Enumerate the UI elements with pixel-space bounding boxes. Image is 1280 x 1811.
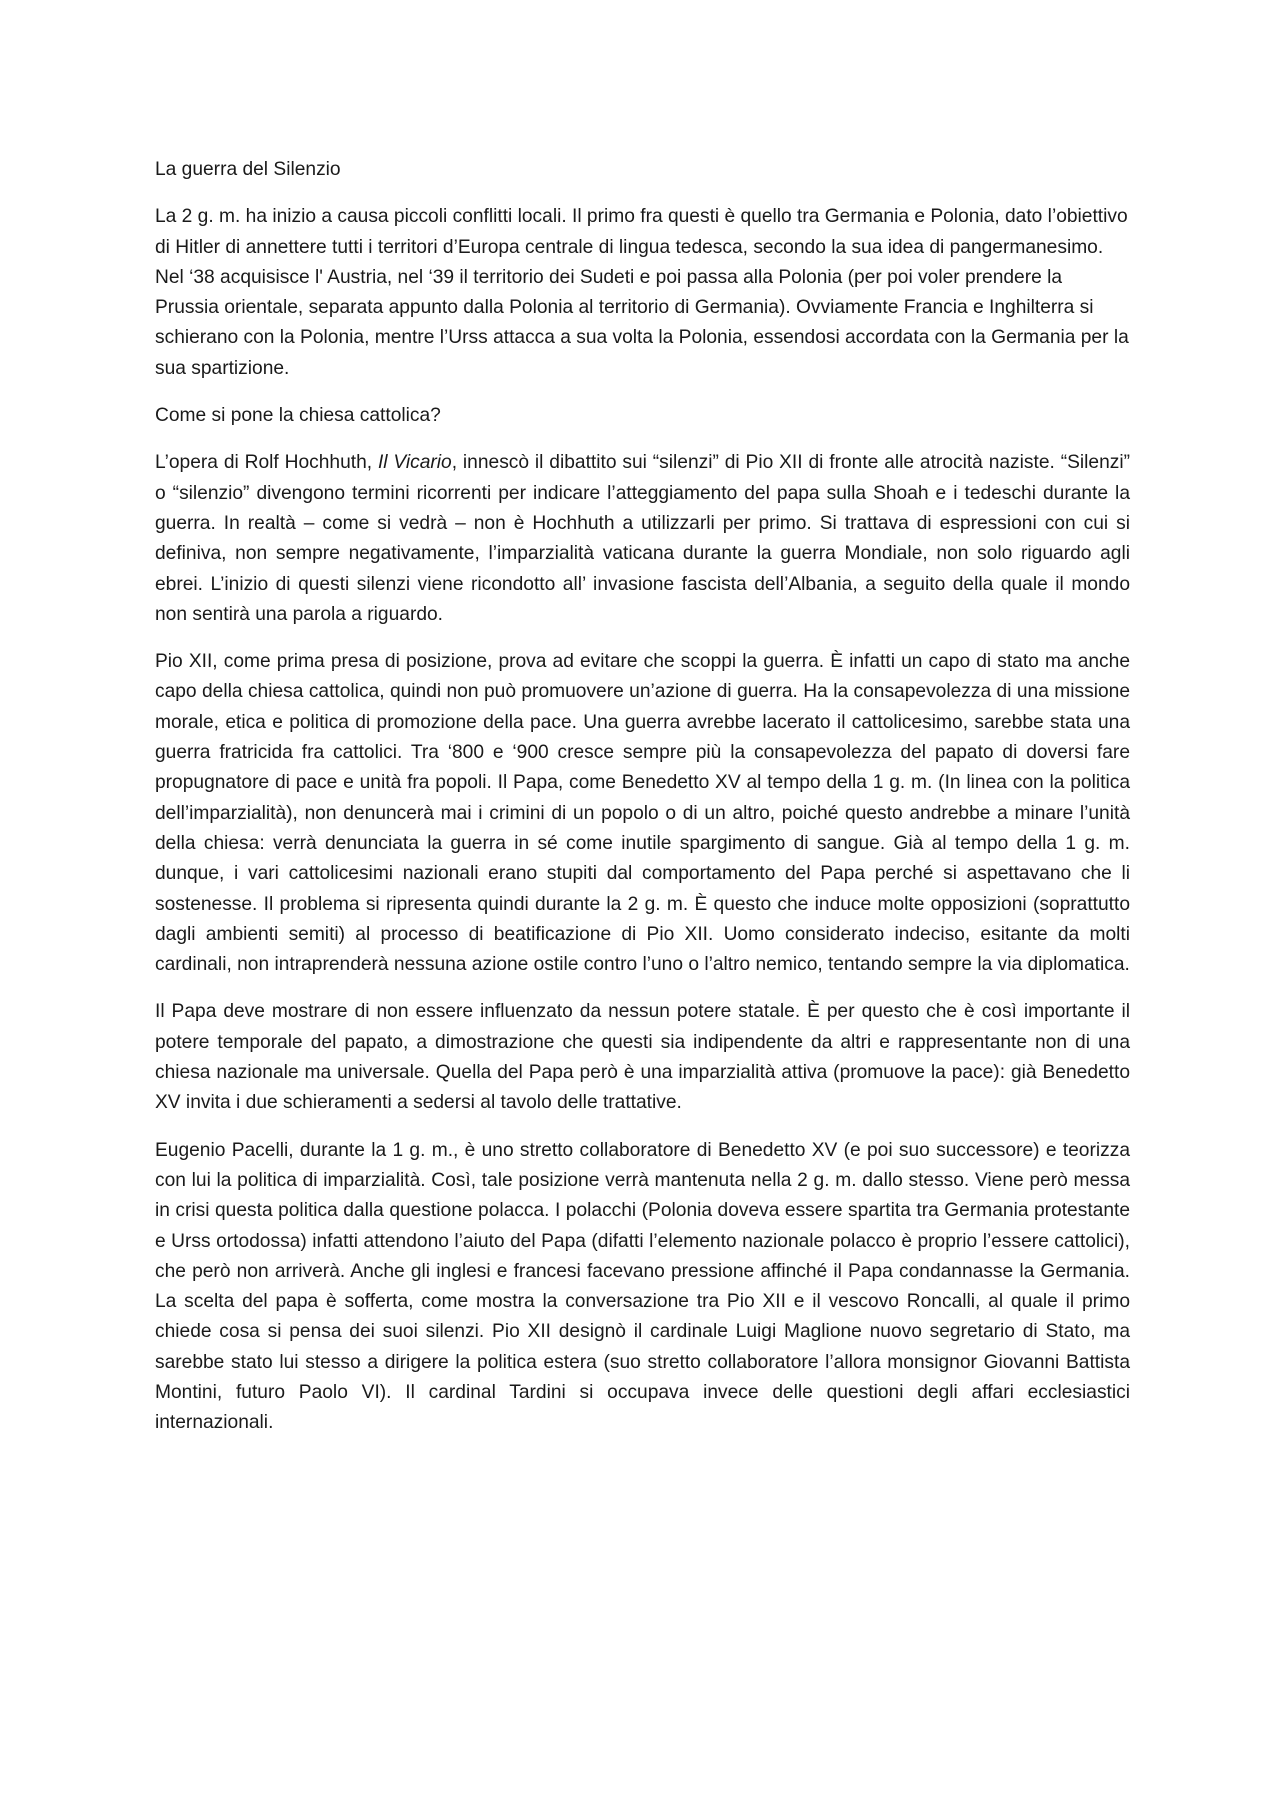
paragraph-pacelli: Eugenio Pacelli, durante la 1 g. m., è uno stretto collaboratore di Benedetto XV (e poi suo successore) e teorizza con lui la politica di imparzialità. Così, tale posizione verrà mantenuta nella 2 g. m. dallo stesso. Viene però messa in crisi questa politica dalla questione polacca. I polacchi (Polonia doveva essere spartita tra Germania protestante e Urss ortodossa) infatti attendono l’aiuto del Papa (difatti l’elemento nazionale polacco è proprio l’essere cattolici), che però non arriverà. Anche gli inglesi e francesi facevano pressione affinché il Papa condannasse la Germania. La scelta del papa è sofferta, come mostra la conversazione tra Pio XII e il vescovo Roncalli, al quale il primo chiede cosa si pensa dei suoi silenzi. Pio XII designò il cardinale Luigi Maglione nuovo segretario di Stato, ma sarebbe stato lui stesso a dirigere la politica estera (suo stretto collaboratore l’allora monsignor Giovanni Battista Montini, futuro Paolo VI). Il cardinal Tardini si occupava invece delle questioni degli affari ecclesiastici internazionali.: [155, 1139, 1130, 1434]
paragraph-papal-independence: Il Papa deve mostrare di non essere influenzato da nessun potere statale. È per questo che è così importante il potere temporale del papato, a dimostrazione che questi sia indipendente da altri e rappresentante non di una chiesa nazionale ma universale. Quella del Papa però è una imparzialità attiva (promuove la pace): già Benedetto XV invita i due schieramenti a sedersi al tavolo delle trattative.: [155, 1001, 1130, 1114]
paragraph-pio-xii: Pio XII, come prima presa di posizione, prova ad evitare che scoppi la guerra. È infatti un capo di stato ma anche capo della chiesa cattolica, quindi non può promuovere un’azione di guerra. Ha la consapevolezza di una missione morale, etica e politica di promozione della pace. Una guerra avrebbe lacerato il cattolicesimo, sarebbe stata una guerra fratricida fra cattolici. Tra ‘800 e ‘900 cresce sempre più la consapevolezza del papato di doversi fare propugnatore di pace e unità fra popoli. Il Papa, come Benedetto XV al tempo della 1 g. m. (In linea con la politica dell’imparzialità), non denuncerà mai i crimini di un popolo o di un altro, poiché questo andrebbe a minare l’unità della chiesa: verrà denunciata la guerra in sé come inutile spargimento di sangue. Già al tempo della 1 g. m. dunque, i vari cattolicesimi nazionali erano stupiti dal comportamento del Papa perché si aspettavano che li sostenesse. Il problema si ripresenta quindi durante la 2 g. m. È questo che induce molte opposizioni (soprattutto dagli ambienti semiti) al processo di beatificazione di Pio XII. Uomo considerato indeciso, esitante da molti cardinali, non intraprenderà nessuna azione ostile contro l’uno o l’altro nemico, tentando sempre la via diplomatica.: [155, 651, 1130, 976]
paragraph-intro: La 2 g. m. ha inizio a causa piccoli conflitti locali. Il primo fra questi è quello tra Germania e Polonia, dato l’obiettivo di Hitler di annettere tutti i territori d’Europa centrale di lingua tedesca, secondo la sua idea di pangermanesimo. Nel ‘38 acquisisce l' Austria, nel ‘39 il territorio dei Sudeti e poi passa alla Polonia (per poi voler prendere la Prussia orientale, separata appunto dalla Polonia al territorio di Germania). Ovviamente Francia e Inghilterra si schierano con la Polonia, mentre l’Urss attacca a sua volta la Polonia, essendosi accordata con la Germania per la sua spartizione.: [155, 206, 1129, 379]
paragraph-hochhuth-start: L’opera di Rolf Hochhuth,: [155, 452, 378, 474]
document-page: [155, 155, 1130, 1456]
section-question: Come si pone la chiesa cattolica?: [155, 405, 441, 427]
paragraph-hochhuth: [155, 448, 1130, 630]
document-title: La guerra del Silenzio: [155, 159, 341, 180]
book-title-il-vicario: Il Vicario: [377, 452, 452, 474]
paragraph-hochhuth-rest: , innescò il dibattito sui “silenzi” di Pio XII di fronte alle atrocità naziste. “Silenzi” o “silenzio” divengono termini ricorrenti per indicare l’atteggiamento del papa sulla Shoah e i tedeschi durante la guerra. In realtà – come si vedrà – non è Hochhuth a utilizzarli per primo. Si trattava di espressioni con cui si definiva, non sempre negativamente, l’imparzialità vaticana durante la guerra Mondiale, non solo riguardo agli ebrei. L’inizio di questi silenzi viene ricondotto all’ invasione fascista dell’Albania, a seguito della quale il mondo non sentirà una parola a riguardo.: [155, 452, 1131, 625]
